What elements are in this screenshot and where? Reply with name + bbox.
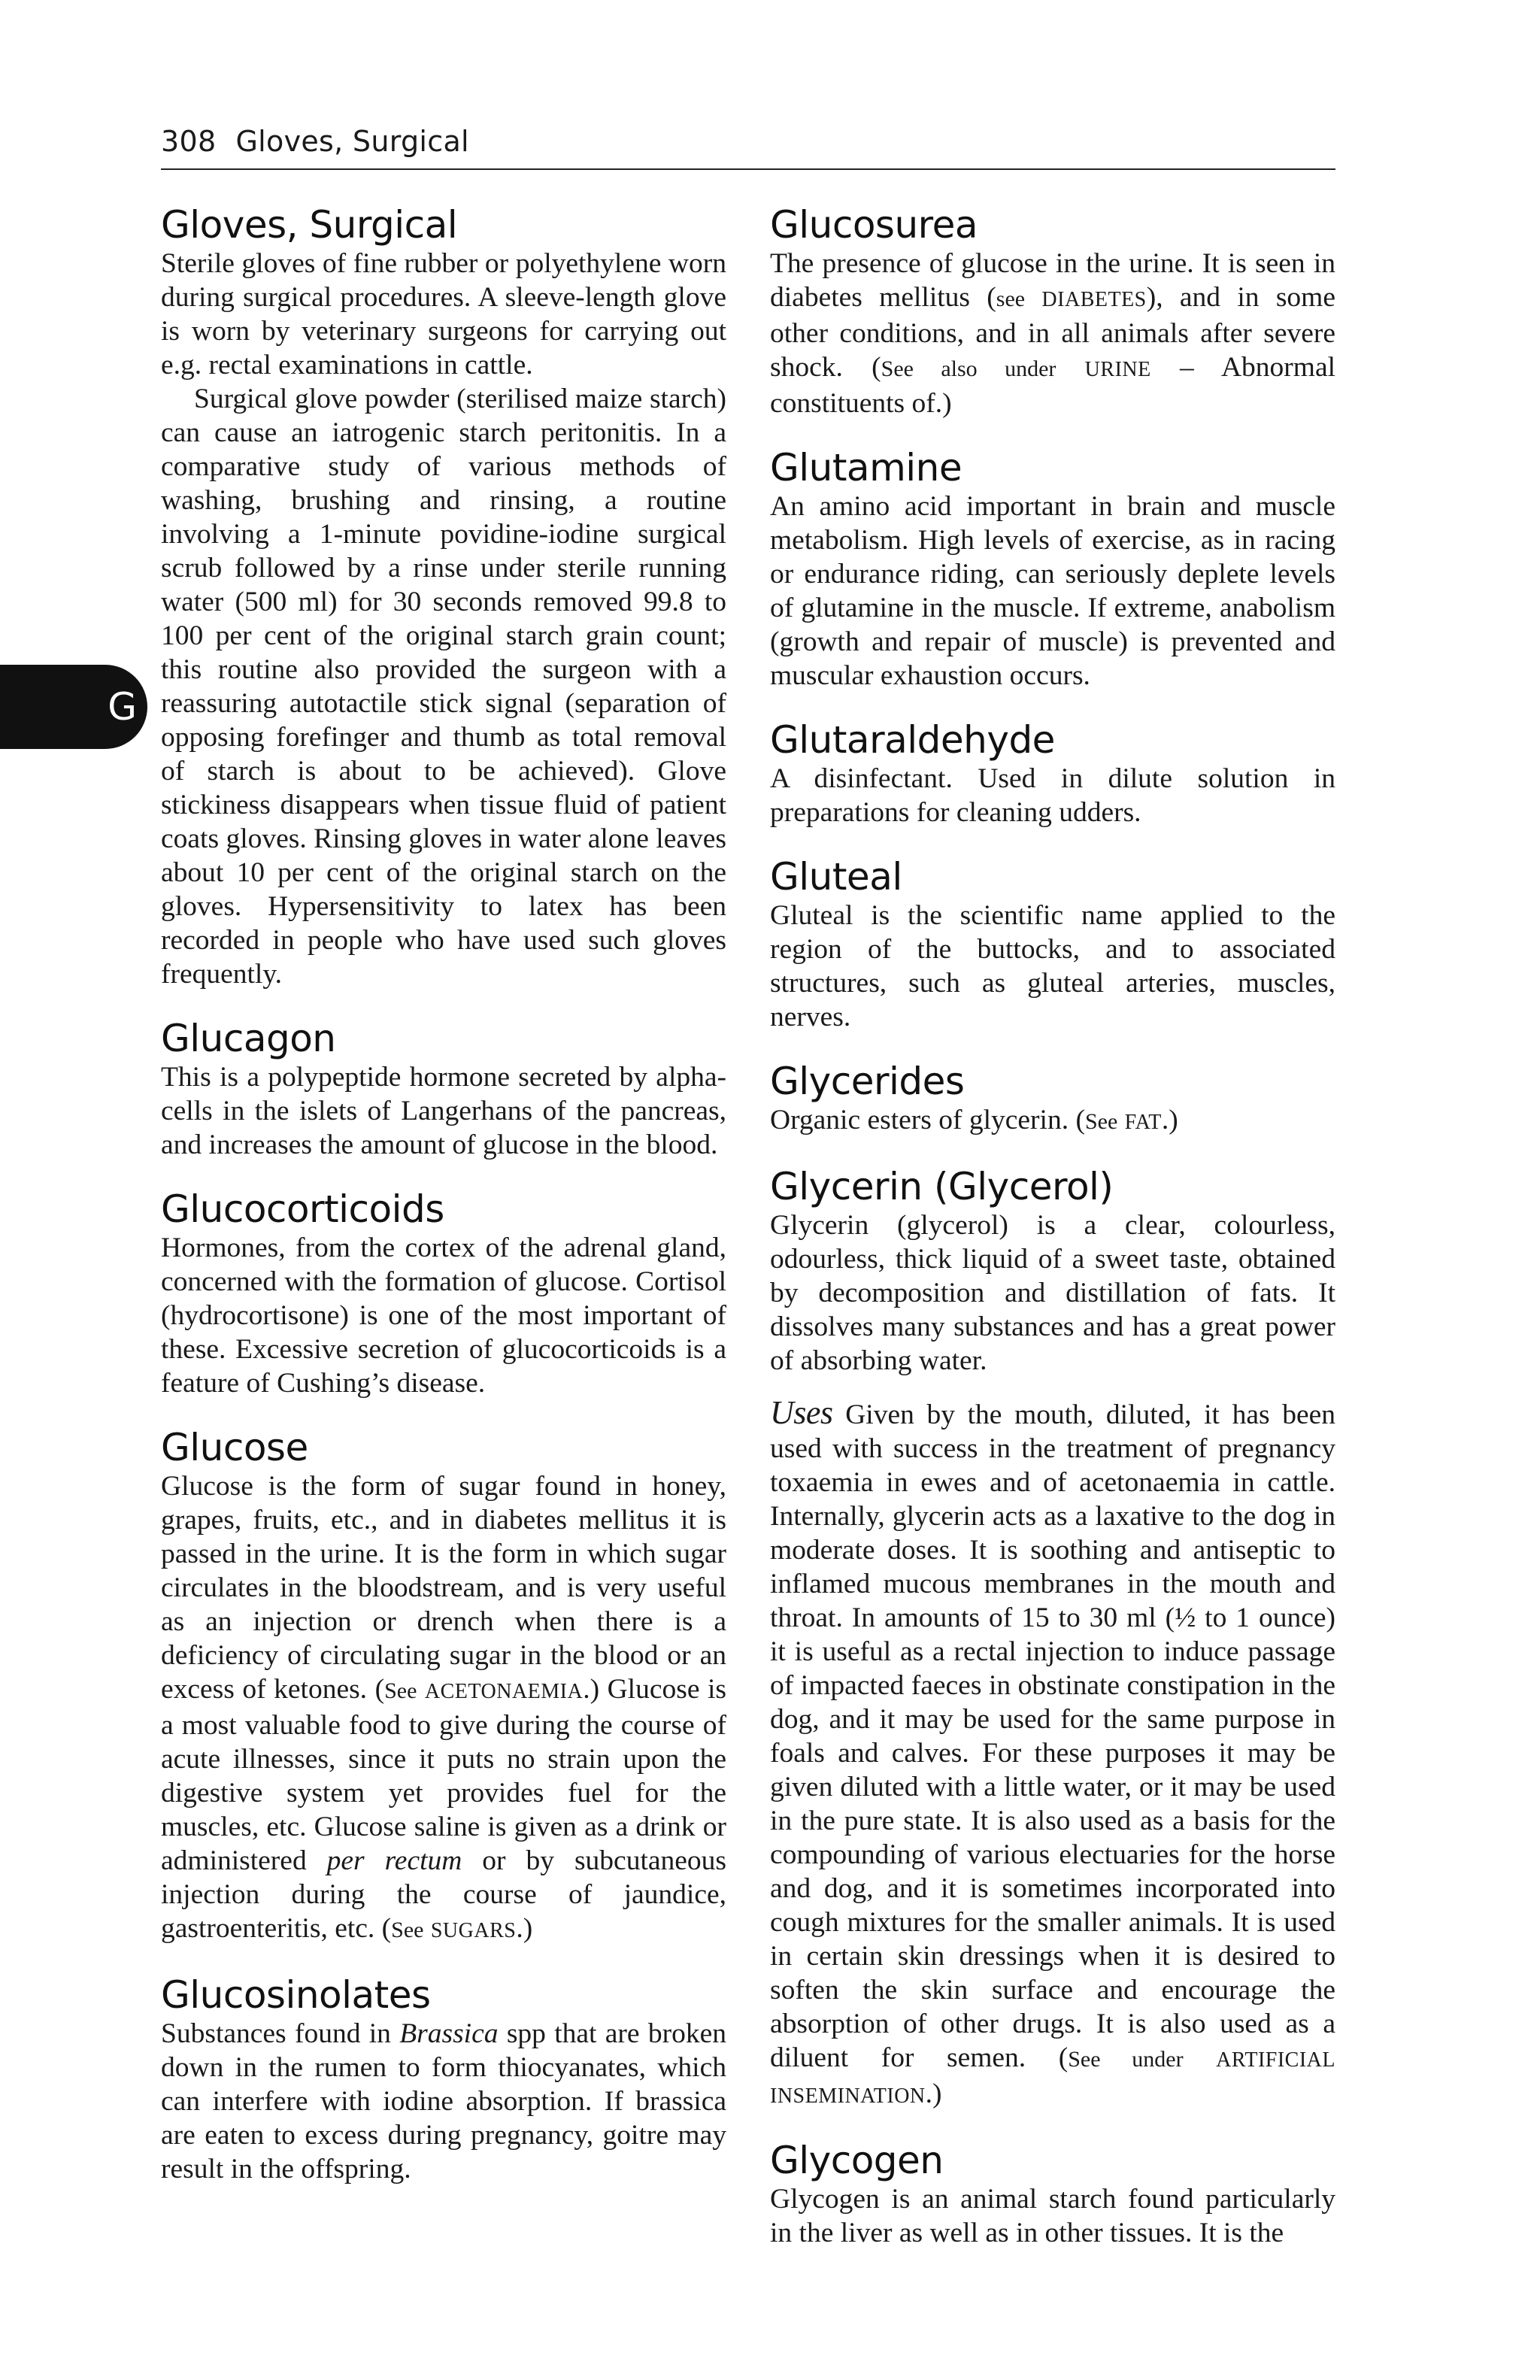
entry-title: Glucosurea <box>770 203 978 247</box>
text-run: Glucose is the form of sugar found in honey, grapes, fruits, etc., and in diabetes mellitus it is passed in the urine. It is the form in which sugar circulates in the bloodstream, and is very useful as an injection or drench when there is a deficiency of circulating sugar in the blood or an excess of ketones. ( <box>161 1471 726 1705</box>
text-run: .) Glucose is a most valuable food to give during the course of acute illnesses, since it puts no strain upon the digestive system yet provides fuel for the muscles, etc. Glucose saline is given as a drink or administered <box>161 1674 726 1876</box>
entry-glycogen <box>770 2139 1335 2250</box>
cross-reference: FAT <box>1124 1111 1162 1134</box>
entry-paragraph: An amino acid important in brain and muscle metabolism. High levels of exercise, as in racing or endurance riding, can seriously deplete levels of glutamine in the muscle. If extreme, anabolism (growth and repair of muscle) is prevented and muscular exhaustion occurs. <box>770 491 1335 691</box>
entry-glycerides <box>770 1060 1335 1139</box>
entry-paragraph: Glycerin (glycerol) is a clear, colourless, odourless, thick liquid of a sweet taste, obtained by decomposition and distillation of fats. It dissolves many substances and has a great power of absorbing water. <box>770 1210 1335 1376</box>
text-run: .) <box>925 2078 942 2109</box>
entry-glucosinolates <box>161 1973 726 2186</box>
entry-glucose <box>161 1426 726 1948</box>
text-run: .) <box>1161 1105 1178 1135</box>
entry-paragraph <box>161 2017 726 2186</box>
entry-paragraph: Gluteal is the scientific name applied to the region of the buttocks, and to associated structures, such as gluteal arteries, muscles, nerves. <box>770 900 1335 1032</box>
thumb-index-tab <box>0 665 147 749</box>
text-run: spp that are broken down in the rumen to form thiocyanates, which can interfere with iodine absorption. If brassica are eaten to excess during pregnancy, goitre may result in the offspring. <box>161 2018 726 2184</box>
see-label: See <box>384 1678 417 1703</box>
header-rule <box>161 168 1335 170</box>
entry-title: Glycerides <box>770 1060 965 1103</box>
cross-reference: DIABETES <box>1041 288 1147 311</box>
right-column <box>770 203 1335 2275</box>
cross-reference: ARTIFICIAL INSEMINATION <box>770 2048 1336 2108</box>
see-label: See <box>391 1918 424 1942</box>
entry-title: Gluteal <box>770 855 902 899</box>
entry-title: Glucagon <box>161 1017 336 1060</box>
entry-paragraph <box>770 247 1335 420</box>
entry-title: Glycogen <box>770 2139 944 2182</box>
entry-glucosurea <box>770 203 1335 420</box>
see-label: See <box>1084 1109 1118 1134</box>
entry-paragraph: Hormones, from the cortex of the adrenal gland, concerned with the formation of glucose. Cortisol (hydrocortisone) is one of the most important of these. Excessive secretion of glucocorticoids is a feature of Cushing’s disease. <box>161 1232 726 1399</box>
running-header <box>161 125 469 158</box>
entry-title: Gloves, Surgical <box>161 203 458 247</box>
entry-glucocorticoids <box>161 1187 726 1400</box>
entry-paragraph: Sterile gloves of fine rubber or polyethylene worn during surgical procedures. A sleeve-length glove is worn by veterinary surgeons for carrying out e.g. rectal examinations in cattle. <box>161 248 726 380</box>
entry-glucagon <box>161 1017 726 1162</box>
entry-glycerin <box>770 1165 1335 2113</box>
cross-reference: URINE <box>1084 358 1151 381</box>
entry-paragraph: Glycogen is an animal starch found particularly in the liver as well as in other tissues. It is the <box>770 2184 1335 2248</box>
thumb-index-letter: G <box>108 685 137 729</box>
entry-paragraph: This is a polypeptide hormone secreted by alpha-cells in the islets of Langerhans of the pancreas, and increases the amount of glucose in the blood. <box>161 1062 726 1160</box>
entry-paragraph <box>161 1469 726 1948</box>
text-run: .) <box>516 1913 533 1944</box>
text-run: or by subcutaneous injection during the course of jaundice, gastroenteritis, etc. ( <box>161 1845 726 1944</box>
left-column <box>161 203 726 2212</box>
entry-glutaraldehyde <box>770 718 1335 829</box>
entry-title: Glucose <box>161 1426 308 1469</box>
entry-title: Glycerin (Glycerol) <box>770 1165 1114 1208</box>
entry-gluteal <box>770 855 1335 1034</box>
uses-subheading: Uses <box>770 1394 833 1431</box>
entry-paragraph: Surgical glove powder (sterilised maize starch) can cause an iatrogenic starch peritonitis. In a comparative study of various methods of washing, brushing and rinsing, a routine involving a 1-minute povidine-iodine surgical scrub followed by a rinse under sterile running water (500 ml) for 30 seconds removed 99.8 to 100 per cent of the original starch grain count; this routine also provided the surgeon with a reassuring autotactile stick signal (separation of opposing forefinger and thumb as total removal of starch is about to be achieved). Glove stickiness disappears when tissue fluid of patient coats gloves. Rinsing gloves in water alone leaves about 10 per cent of the original starch on the gloves. Hypersensitivity to latex has been recorded in people who have used such gloves frequently. <box>161 384 726 990</box>
italic-term: per rectum <box>326 1845 462 1876</box>
entry-paragraph <box>770 1103 1335 1139</box>
italic-term: Brassica <box>399 2018 499 2049</box>
entry-title: Glutamine <box>770 446 962 490</box>
text-run: Given by the mouth, diluted, it has been used with success in the treatment of pregnancy toxaemia in ewes and of acetonaemia in cattle. Internally, glycerin acts as a laxative to the dog in moderate doses. It is soothing and antiseptic to inflamed mucous membranes in the mouth and throat. In amounts of 15 to 30 ml (½ to 1 ounce) it is useful as a rectal injection to induce passage of impacted faeces in obstinate constipation in the dog, and it may be used for the same purpose in foals and calves. For these purposes it may be given diluted with a little water, or it may be used in the pure state. It is also used as a basis for the compounding of various electuaries for the horse and dog, and it is sometimes incorporated into cough mixtures for the smaller animals. It is used in certain skin dressings when it is desired to soften the skin surface and encourage the absorption of other drugs. It is also used as a diluent for semen. ( <box>770 1399 1335 2073</box>
entry-glutamine <box>770 446 1335 693</box>
text-run: Substances found in <box>161 2018 400 2049</box>
entry-gloves-surgical <box>161 203 726 991</box>
entry-title: Glutaraldehyde <box>770 718 1055 762</box>
entry-paragraph <box>770 1396 1335 2113</box>
cross-reference: ACETONAEMIA <box>424 1680 584 1703</box>
see-label: See under <box>1068 2047 1184 2072</box>
cross-reference: SUGARS <box>430 1919 517 1942</box>
running-title: Gloves, Surgical <box>235 125 469 158</box>
see-label: see <box>996 287 1026 311</box>
text-run: – Abnormal constituents of.) <box>770 352 1336 419</box>
entry-paragraph: A disinfectant. Used in dilute solution in preparations for cleaning udders. <box>770 763 1335 828</box>
page-number: 308 <box>161 125 217 158</box>
text-run: ), and in some other conditions, and in all animals after severe shock. ( <box>770 282 1335 383</box>
text-run: The presence of glucose in the urine. It is seen in diabetes mellitus ( <box>770 248 1335 313</box>
entry-title: Glucocorticoids <box>161 1187 444 1231</box>
entry-title: Glucosinolates <box>161 1973 431 2017</box>
see-label: See also under <box>881 356 1056 381</box>
text-run: Organic esters of glycerin. ( <box>770 1105 1085 1135</box>
